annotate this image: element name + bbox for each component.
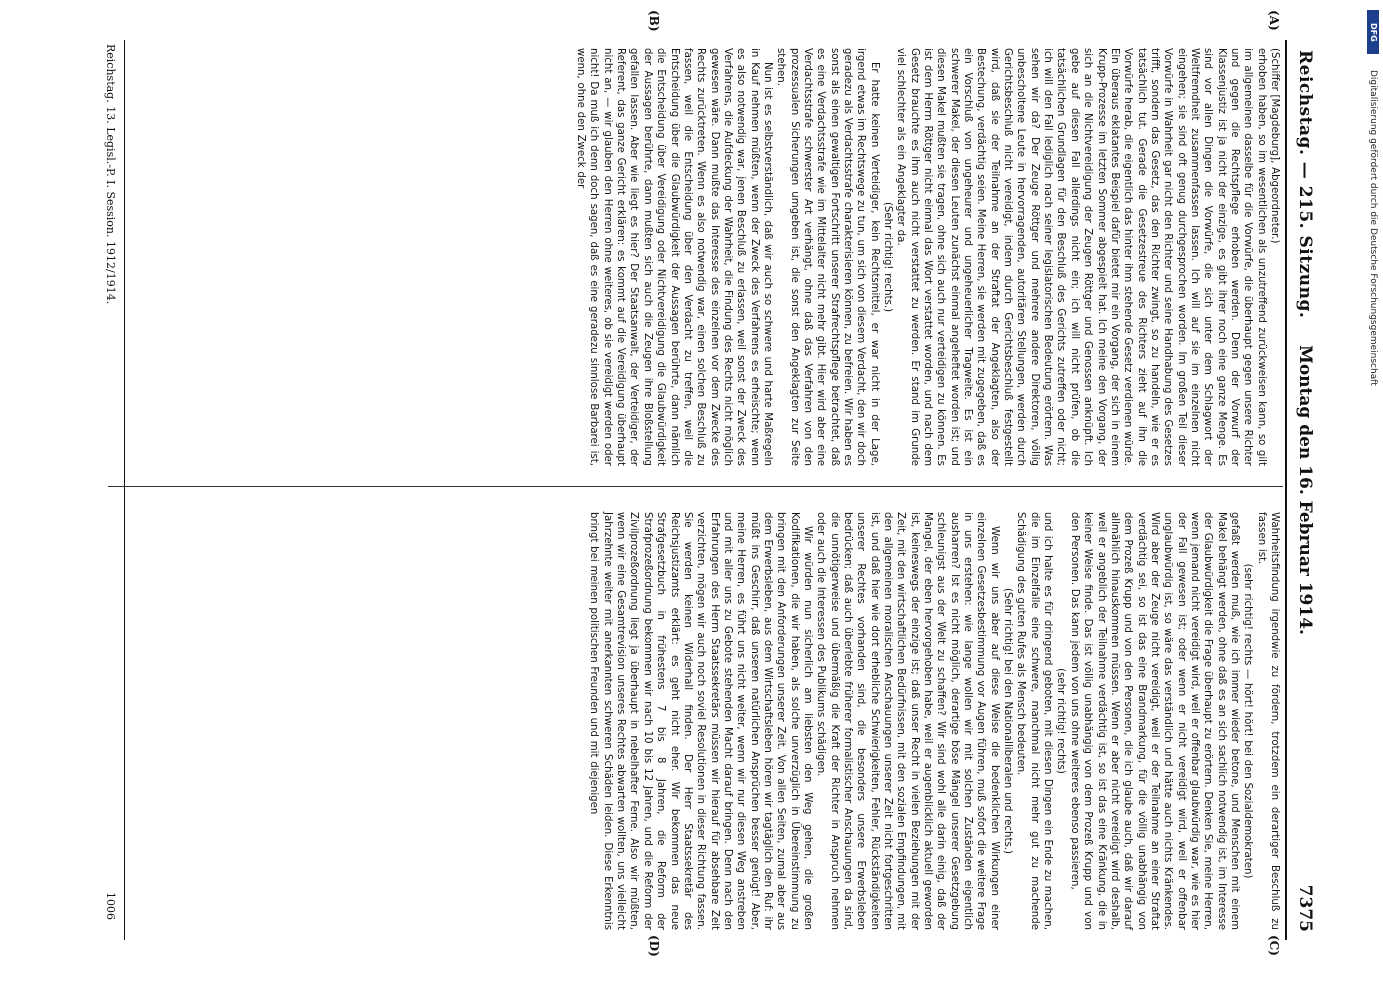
margin-marker-c: (C) [1267,935,1281,956]
paragraph: und ich halte es für dringend geboten, mit diesen Dingen ein Ende zu machen, die im Einzelfalle eine schwere, manchmal nicht mehr gut zu machende Schädigung des guten Rufes als Mensch bedeuten. [1015,512,1054,930]
document-page [71,10,1321,957]
interjection: (Sehr richtig! rechts.) [882,201,894,313]
header-page-number: 7375 [1295,884,1315,932]
header-session: Reichstag. — 215. Sitzung. [1295,50,1315,319]
interjection: (sehr richtig! rechts — hört! hört! bei den Sozialdemokraten) [1242,563,1254,879]
dfg-logo: DFG [1367,10,1379,54]
footer-sheet-number: 1006 [104,892,117,920]
digitization-credit [1366,10,1380,990]
paragraph: Nun ist es selbstverständlich, daß wir auch so schwere und harte Maßregeln in Kauf nehmen müßten, wenn der Zweck des Verfahrens es erheischte; wenn es also notwendig war, jenen Beschluß zu erlassen, weil sonst der Zweck des Verfahrens, die Aufdeckung der Wahrheit, die Findung des Rechts nicht möglich gewesen wäre. Dann mußte das Interesse des einzelnen vor dem Zwecke des Rechts zurücktreten. Wenn es also notwendig war, einen solchen Beschluß zu fassen, weil die Entscheidung über den Verdacht zu treffen, weil die Entscheidung über die Glaubwürdigkeit der Aussagen berührte, dann nämlich die Entscheidung über Vereidigung oder Nichtvereidigung die Glaubwürdigkeit der Aussagen berührte, dann mußten sich auch die Zeugen ihre Bloßstellung gefallen lassen. Aber wie liegt es hier? Der Staatsanwalt, der Verteidiger, der Referent, das ganze Gericht erklären: es kommt auf die Vereidigung überhaupt nicht an, — wir glauben den Herren ohne weiteres, ob sie vereidigt werden oder nicht! Da muß ich denn doch sagen, daß es eine geradezu sinnlose Barbarei ist, wenn, ohne den Zweck der [575,48,773,466]
paragraph: Wir würden nun sicherlich am liebsten den Weg gehen, die großen Kodifikationen, die wir haben, als solche unverzüglich in Übereinstimmung zu bringen mit den Anforderungen unserer Zeit. Von allen Seiten, zumal aber aus dem Erwerbsleben, aus dem Wirtschaftsleben hören wir tagtäglich den Ruf: ihr müßt ins Geschirr, daß unseren natürlichen Ansprüchen besser genügt! Aber, meine Herren, es führt uns nicht weiter, wenn wir nur diesen Weg anstreben und mit aller uns zu Gebote stehenden Macht darauf bringen. Denn nach den Erfahrungen des Herrn Staatssekretärs müssen wir hierauf für absehbare Zeit verzichten, mögen wir auch noch soviel Resolutionen in dieser Richtung fassen. Sie werden keinen Widerhall finden. Der Herr Staatssekretär des Reichsjustizamts erklärt: es geht nicht eher. Wir bekommen das neue Strafgesetzbuch in frühestens 7 bis 8 Jahren, die Reform der Strafprozeßordnung bekommen wir nach 10 bis 12 Jahren, und die Reform der Zivilprozeßordnung liegt ja überhaupt in nebelhafter Ferne. Also wir müßten, wenn wir eine Gesamtrevision unseres Rechtes abwarten wollten, uns vielleicht Jahrzehnte weiter mit anerkannten schweren Schäden leiden. Diese Erkenntnis bringt bei meinen politischen Freunden und mit diejenigen [588,512,813,930]
footer-rule [124,40,125,940]
speaker-line: (Schiffer [Magdeburg], Abgeordneter.) [1269,48,1280,244]
interjection: (sehr richtig! rechts) [1055,668,1067,774]
paragraph: erhoben haben, so im wesentlichen als unzutreffend zurückweisen kann, so gilt im allgemeinen dasselbe für die Vorwürfe, die überhaupt gegen unsere Richter und gegen die Rechtspflege erhoben werden. Denn der Vorwurf der Klassenjustiz ist ja nicht der einzige, es gibt ihrer noch eine ganze Menge. Es sind vor allen Dingen die Vorwürfe, die sich unter dem Schlagwort der Weltfremdheit zusammenfassen lassen. Ich will auf sie im einzelnen nicht eingehen; sie sind oft genug durchgesprochen worden. Im großen Teil dieser Vorwürfe in Wahrheit gar nicht den Richter und seine Handhabung des Gesetzes trifft, sondern das Gesetz, das den Richter zwingt, so zu handeln, wie er es tatsächlich tut. Gerade die Gesetzestreue des Richters zieht auf ihn die Vorwürfe herab, die eigentlich das hinter ihm stehende Gesetz verdienen würde. Ein überaus eklatantes Beispiel dafür bietet mir ein Vorgang, der sich in einem Krupp-Prozesse im letzten Sommer abgespielt hat. Ich meine den Vorgang, der sich an die Nichtvereidigung der Zeugen Röttger und Genossen anknüpft. Ich gebe auf diesen Fall allerdings nicht ein; ich will nicht prüfen, ob die tatsächlichen Grundlagen für den Beschluß des Gerichts zutreffen oder nicht; ich will den Fall lediglich nach seiner legislatorischen Bedeutung erörtern. Was sehen wir da? Der Zeuge Röttger und mehrere andere Direktoren, völlig unbescholtene Leute in hervorragenden, autoritären Stellungen, werden durch Gerichtsbeschluß nicht vereidigt, indem durch Gerichtsbeschluß festgestellt wird, daß sie der Teilnahme an der Straftat der Angeklagten, also der Bestechung, verdächtig seien. Meine Herren, sie werden mit zugegeben, daß es ein Vorschluß von ungeheurer und ungeheuerlicher Tragweite. Es ist ein schwerer Makel, der diesen Leuten zunächst einmal angeheftet worden ist; und diesen Makel mußten sie tragen, ohne sich auch nur verteidigen zu können. Es ist dem Herrn Röttger nicht einmal das Wort verstattet worden, und nach dem Gesetz brauchte es ihm auch nicht verstattet zu werden. Er stand im Grunde viel schlechter als ein Angeklagter da. [895,48,1267,466]
margin-marker-a: (A) [1267,10,1281,31]
left-column [574,48,1281,466]
right-column [587,512,1281,930]
footer-legislature: Reichstag. 13. Legisl.-P. I. Session. 1912/1914. [104,44,117,305]
paragraph: gefaßt werden muß, wie ich immer wieder betone, und Menschen mit einem Makel behängt werden, ohne daß es an sich sachlich notwendig ist, im Interesse der Glaubwürdigkeit die Frage überhaupt zu erörtern. Denken Sie, meine Herren, wenn jemand nicht vereidigt wird, weil er offenbar glaubwürdig war, wie es hier der Fall gewesen ist; oder wenn er nicht vereidigt wird, weil er offenbar unglaubwürdig ist, so wäre das verständlich und hätte auch nichts Kränkendes. Wird aber der Zeuge nicht vereidigt, weil er der Teilnahme an einer Straftat verdächtig sei, so ist das eine Brandmarkung, für die völlig unabhängig von dem Prozeß Krupp und von den Personen, die ich glaube auch, daß wir darauf allmählich hinauskommen müssen. Wenn er aber nicht vereidigt wird deshalb, weil er angeblich der Teilnahme verdächtig ist, so ist das eine Kränkung, die in keiner Weise finde. Das ist völlig unabhängig von dem Prozeß Krupp und von den Personen. Das kann jedem von uns ohne weiteres ebenso passieren, [1068,512,1240,930]
header-date: Montag den 16. Februar 1914. [1295,345,1315,635]
column-divider [108,486,1283,487]
page-header [1287,40,1321,940]
paragraph: Er hatte keinen Verteidiger, kein Rechtsmittel, er war nicht in der Lage, irgend etwas im Rechtswege zu tun, um sich von diesem Verdacht, den wir doch geradezu als Verdachtsstrafe charakterisieren können, zu befreien. Wir haben es sonst als einen gewaltigen Fortschritt unserer Strafrechtspflege betrachtet, daß es eine Verdachtsstrafe wie im Mittelalter nicht mehr gibt. Hier wird aber eine Verdachtsstrafe schwerster Art verhängt, ohne daß das Verfahren von den prozessualen Sicherungen umgeben ist, die sonst den Angeklagten zur Seite stehen. [775,48,880,466]
margin-marker-b: (B) [647,10,661,32]
paragraph: Wenn wir uns aber auf diese Weise die bedenklichen Wirkungen einer einzelnen Gesetzesbestimmung vor Augen führen, muß sofort die weitere Frage in uns erstehen: wie lange wollen wir mit solchen Zuständen eigentlich ausharren? Ist es nicht möglich, derartige böse Mängel unserer Gesetzgebung schleunigst aus der Welt zu schaffen? Wir sind wohl alle darin einig, daß der Mangel, der eben hervorgehoben habe, weil er augenblicklich aktuell geworden ist, keineswegs der einzige ist; daß unser Recht in vielen Beziehungen mit der Zeit, mit den wirtschaftlichen Bedürfnissen, mit den sozialen Empfindungen, mit den allgemeinen moralischen Anschauungen unserer Zeit nicht fortgeschritten ist, und daß hier wie dort erhebliche Schwierigkeiten, Fehler, Rückständigkeiten unserer Rechtes vorhanden sind, die besonders unsere Erwerbsleben bedrücken; daß auch überlebte früherer formalistischer Anschauungen da sind, die unnötigerweise und übermäßig die Kraft der Richter in Anspruch nehmen oder auch die Interessen des Publikums schädigen. [815,512,1000,930]
margin-marker-d: (D) [647,935,661,957]
interjection: (Sehr richtig! bei den Nationalliberalen und rechts.) [1002,587,1014,854]
paragraph: Wahrheitsfindung irgendwie zu fördern, trotzdem ein derartiger Beschluß zu fassen ist. [1255,512,1280,930]
header-rule [1285,40,1287,940]
credit-text: Digitalisierung gefördert durch die Deutsche Forschungsgemeinschaft [1368,70,1378,386]
